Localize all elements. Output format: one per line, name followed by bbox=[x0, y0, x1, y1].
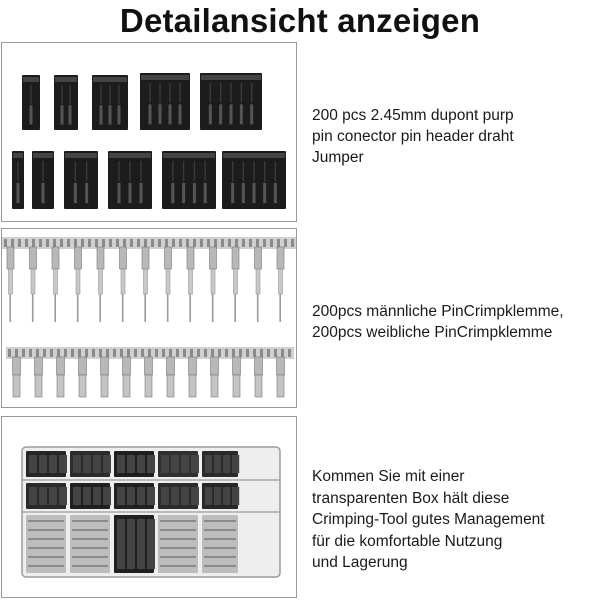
strip-link bbox=[71, 349, 74, 357]
housing-slot bbox=[274, 183, 277, 203]
strip-link bbox=[253, 349, 256, 357]
pin-crimp-part bbox=[142, 247, 149, 269]
pin-body bbox=[279, 269, 283, 294]
socket-crimp-part bbox=[233, 357, 241, 375]
strip-link bbox=[221, 239, 224, 247]
socket-crimp-part bbox=[167, 357, 175, 375]
housing-ridge bbox=[118, 161, 119, 181]
housing-ridge bbox=[86, 161, 87, 181]
compartment-connectors bbox=[171, 487, 179, 505]
housing-slot bbox=[85, 183, 88, 203]
housing-slot bbox=[219, 104, 222, 124]
pin-crimp-part bbox=[52, 247, 59, 269]
strip-link bbox=[284, 239, 287, 247]
strip-link bbox=[116, 239, 119, 247]
socket-body bbox=[35, 375, 42, 397]
compartment-connectors bbox=[205, 455, 212, 473]
pin-body bbox=[31, 269, 35, 294]
compartment-connectors bbox=[117, 455, 125, 473]
pin-tip bbox=[257, 294, 259, 322]
pin-body bbox=[166, 269, 170, 294]
strip-link bbox=[123, 239, 126, 247]
strip-link bbox=[151, 239, 154, 247]
pin-crimp-part bbox=[232, 247, 239, 269]
housing-top-edge bbox=[65, 153, 97, 158]
strip-link bbox=[172, 239, 175, 247]
pin-tip bbox=[77, 294, 79, 322]
compartment-connectors bbox=[49, 487, 57, 505]
strip-link bbox=[155, 349, 158, 357]
pin-crimp-part bbox=[30, 247, 37, 269]
housing-slot bbox=[182, 183, 185, 203]
housing-ridge bbox=[140, 161, 141, 181]
compartment-connectors bbox=[39, 455, 47, 473]
strip-link bbox=[193, 239, 196, 247]
strip-link bbox=[18, 239, 21, 247]
strip-link bbox=[211, 349, 214, 357]
socket-body bbox=[79, 375, 86, 397]
strip-link bbox=[169, 349, 172, 357]
compartment-connectors bbox=[83, 487, 91, 505]
housing-ridge bbox=[129, 161, 130, 181]
compartment-connectors bbox=[59, 487, 67, 505]
compartment-connectors bbox=[137, 487, 145, 505]
socket-crimp-part bbox=[145, 357, 153, 375]
strip-link bbox=[267, 349, 270, 357]
strip-link bbox=[270, 239, 273, 247]
compartment-connectors bbox=[171, 455, 179, 473]
box-compartment bbox=[158, 515, 198, 573]
strip-link bbox=[102, 239, 105, 247]
compartment-connectors bbox=[73, 455, 81, 473]
compartment-connectors bbox=[127, 519, 135, 569]
housing-top-edge bbox=[13, 153, 23, 158]
strip-link bbox=[99, 349, 102, 357]
strip-link bbox=[46, 239, 49, 247]
strip-link bbox=[4, 239, 7, 247]
pin-tip bbox=[167, 294, 169, 322]
housing-slot bbox=[118, 183, 121, 203]
socket-crimp-part bbox=[255, 357, 263, 375]
socket-body bbox=[255, 375, 262, 397]
compartment-connectors bbox=[39, 487, 47, 505]
strip-link bbox=[67, 239, 70, 247]
housing-top-edge bbox=[109, 153, 151, 158]
socket-crimp-part bbox=[13, 357, 21, 375]
housing-slot bbox=[100, 105, 103, 124]
strip-link bbox=[109, 239, 112, 247]
socket-crimp-part bbox=[79, 357, 87, 375]
description-line: 200 pcs 2.45mm dupont purp bbox=[312, 107, 514, 124]
pin-body bbox=[99, 269, 103, 294]
housing-slot bbox=[242, 183, 245, 203]
compartment-connectors bbox=[232, 455, 239, 473]
compartment-connectors bbox=[103, 455, 111, 473]
strip-link bbox=[291, 239, 294, 247]
socket-body bbox=[211, 375, 218, 397]
strip-link bbox=[25, 239, 28, 247]
housing-slot bbox=[118, 105, 121, 124]
description-line: für die komfortable Nutzung bbox=[312, 532, 503, 550]
socket-body bbox=[57, 375, 64, 397]
compartment-connectors bbox=[83, 455, 91, 473]
compartment-connectors bbox=[117, 487, 125, 505]
compartment-connectors bbox=[181, 455, 189, 473]
strip-link bbox=[88, 239, 91, 247]
socket-crimp-part bbox=[101, 357, 109, 375]
pin-crimp-part bbox=[165, 247, 172, 269]
housing-ridge bbox=[30, 85, 31, 104]
pin-crimp-part bbox=[187, 247, 194, 269]
compartment-connectors bbox=[147, 487, 155, 505]
description-line: Crimping-Tool gutes Management bbox=[312, 511, 545, 528]
strip-link bbox=[235, 239, 238, 247]
socket-body bbox=[145, 375, 152, 397]
strip-link bbox=[43, 349, 46, 357]
strip-link bbox=[260, 349, 263, 357]
strip-link bbox=[274, 349, 277, 357]
socket-body bbox=[123, 375, 130, 397]
strip-link bbox=[158, 239, 161, 247]
crimp-pins-image bbox=[1, 228, 297, 408]
strip-link bbox=[200, 239, 203, 247]
housing-ridge bbox=[179, 83, 180, 103]
strip-link bbox=[190, 349, 193, 357]
housing-ridge bbox=[230, 83, 231, 103]
housing-slot bbox=[231, 183, 234, 203]
housing-slot bbox=[74, 183, 77, 203]
socket-body bbox=[189, 375, 196, 397]
strip-link bbox=[92, 349, 95, 357]
strip-link bbox=[39, 239, 42, 247]
housing-ridge bbox=[243, 161, 244, 181]
housing-ridge bbox=[220, 83, 221, 103]
housing-ridge bbox=[210, 83, 211, 103]
strip-link bbox=[141, 349, 144, 357]
pin-body bbox=[189, 269, 193, 294]
pin-tip bbox=[32, 294, 34, 322]
description-line: Jumper bbox=[312, 149, 364, 166]
pin-tip bbox=[122, 294, 124, 322]
compartment-connectors bbox=[127, 455, 135, 473]
housing-ridge bbox=[118, 85, 119, 104]
housing-ridge bbox=[42, 161, 43, 181]
pin-tip bbox=[279, 294, 281, 322]
housing-slot bbox=[69, 105, 72, 124]
description-line: transparenten Box hält diese bbox=[312, 489, 510, 507]
housing-ridge bbox=[241, 83, 242, 103]
crimp-pins-description bbox=[312, 301, 597, 343]
strip-link bbox=[239, 349, 242, 357]
housing-slot bbox=[129, 183, 132, 203]
compartment-connectors bbox=[103, 487, 111, 505]
housing-ridge bbox=[109, 85, 110, 104]
housing-top-edge bbox=[223, 153, 285, 158]
pin-tip bbox=[54, 294, 56, 322]
box-description bbox=[312, 466, 597, 574]
strip-link bbox=[162, 349, 165, 357]
compartment-connectors bbox=[214, 455, 221, 473]
housing-ridge bbox=[264, 161, 265, 181]
socket-crimp-part bbox=[277, 357, 285, 375]
housing-slot bbox=[240, 104, 243, 124]
description-line: Kommen Sie mit einer bbox=[312, 468, 465, 485]
housing-ridge bbox=[253, 161, 254, 181]
strip-link bbox=[32, 239, 35, 247]
strip-link bbox=[36, 349, 39, 357]
connector-kit-box-illustration bbox=[2, 417, 297, 598]
housing-ridge bbox=[251, 83, 252, 103]
pin-tip bbox=[144, 294, 146, 322]
pin-crimp-part bbox=[277, 247, 284, 269]
strip-link bbox=[8, 349, 11, 357]
strip-link bbox=[74, 239, 77, 247]
dupont-housings-image bbox=[1, 42, 297, 222]
dupont-description bbox=[312, 105, 597, 168]
pin-body bbox=[9, 269, 13, 294]
description-line: 200pcs männliche PinCrimpklemme, bbox=[312, 303, 564, 320]
compartment-connectors bbox=[93, 487, 101, 505]
housing-ridge bbox=[183, 161, 184, 181]
compartment-connectors bbox=[73, 487, 81, 505]
pin-tip bbox=[99, 294, 101, 322]
compartment-connectors bbox=[127, 487, 135, 505]
housing-slot bbox=[193, 183, 196, 203]
pin-crimp-part bbox=[120, 247, 127, 269]
strip-link bbox=[148, 349, 151, 357]
strip-link bbox=[64, 349, 67, 357]
housing-top-edge bbox=[33, 153, 53, 158]
strip-link bbox=[183, 349, 186, 357]
strip-link bbox=[11, 239, 14, 247]
housing-slot bbox=[250, 104, 253, 124]
strip-link bbox=[249, 239, 252, 247]
compartment-connectors bbox=[117, 519, 125, 569]
strip-link bbox=[277, 239, 280, 247]
housing-ridge bbox=[17, 161, 18, 181]
compartment-connectors bbox=[49, 455, 57, 473]
compartment-connectors bbox=[29, 487, 37, 505]
socket-body bbox=[277, 375, 284, 397]
strip-link bbox=[218, 349, 221, 357]
housing-slot bbox=[230, 104, 233, 124]
pin-tip bbox=[234, 294, 236, 322]
strip-link bbox=[263, 239, 266, 247]
socket-body bbox=[167, 375, 174, 397]
compartment-connectors bbox=[161, 487, 169, 505]
housing-slot bbox=[204, 183, 207, 203]
strip-link bbox=[214, 239, 217, 247]
strip-link bbox=[15, 349, 18, 357]
housing-ridge bbox=[69, 85, 70, 104]
housing-block bbox=[54, 75, 78, 130]
housing-ridge bbox=[172, 161, 173, 181]
strip-link bbox=[176, 349, 179, 357]
strip-link bbox=[288, 349, 291, 357]
strip-link bbox=[113, 349, 116, 357]
connector-kit-box-image bbox=[1, 416, 297, 598]
socket-body bbox=[101, 375, 108, 397]
pin-body bbox=[256, 269, 260, 294]
box-compartment bbox=[26, 515, 66, 573]
strip-link bbox=[53, 239, 56, 247]
compartment-connectors bbox=[223, 487, 230, 505]
box-compartment bbox=[202, 515, 238, 573]
pin-crimp-part bbox=[97, 247, 104, 269]
strip-link bbox=[232, 349, 235, 357]
housing-ridge bbox=[100, 85, 101, 104]
pin-body bbox=[54, 269, 58, 294]
strip-link bbox=[179, 239, 182, 247]
strip-link bbox=[204, 349, 207, 357]
strip-link bbox=[186, 239, 189, 247]
pin-tip bbox=[189, 294, 191, 322]
compartment-connectors bbox=[147, 519, 155, 569]
housing-top-edge bbox=[201, 75, 261, 80]
compartment-connectors bbox=[137, 519, 145, 569]
strip-link bbox=[29, 349, 32, 357]
strip-link bbox=[85, 349, 88, 357]
socket-body bbox=[233, 375, 240, 397]
compartment-connectors bbox=[137, 455, 145, 473]
housing-slot bbox=[42, 183, 45, 203]
page-title: Detailansicht anzeigen bbox=[119, 2, 481, 39]
pin-crimp-part bbox=[210, 247, 217, 269]
housing-slot bbox=[140, 183, 143, 203]
housing-ridge bbox=[75, 161, 76, 181]
strip-link bbox=[81, 239, 84, 247]
crimp-pins-illustration bbox=[2, 229, 297, 408]
pin-body bbox=[234, 269, 238, 294]
socket-crimp-part bbox=[57, 357, 65, 375]
strip-link bbox=[130, 239, 133, 247]
compartment-connectors bbox=[223, 455, 230, 473]
description-line: und Lagerung bbox=[312, 554, 408, 571]
strip-link bbox=[95, 239, 98, 247]
pin-body bbox=[121, 269, 125, 294]
strip-link bbox=[134, 349, 137, 357]
pin-body bbox=[76, 269, 80, 294]
housing-top-edge bbox=[55, 77, 77, 82]
compartment-connectors bbox=[161, 455, 169, 473]
housing-top-edge bbox=[23, 77, 39, 82]
pin-body bbox=[211, 269, 215, 294]
housing-slot bbox=[61, 105, 64, 124]
housing-ridge bbox=[194, 161, 195, 181]
strip-link bbox=[165, 239, 168, 247]
housing-ridge bbox=[232, 161, 233, 181]
dupont-housings-illustration bbox=[2, 43, 297, 222]
pin-crimp-part bbox=[75, 247, 82, 269]
strip-link bbox=[246, 349, 249, 357]
strip-link bbox=[57, 349, 60, 357]
compartment-connectors bbox=[214, 487, 221, 505]
housing-top-edge bbox=[141, 75, 189, 80]
compartment-connectors bbox=[191, 455, 199, 473]
socket-crimp-part bbox=[123, 357, 131, 375]
pin-tip bbox=[212, 294, 214, 322]
strip-link bbox=[50, 349, 53, 357]
strip-link bbox=[127, 349, 130, 357]
box-compartment bbox=[70, 515, 110, 573]
housing-slot bbox=[171, 183, 174, 203]
strip-link bbox=[197, 349, 200, 357]
strip-link bbox=[144, 239, 147, 247]
strip-link bbox=[256, 239, 259, 247]
housing-slot bbox=[17, 183, 20, 203]
strip-link bbox=[22, 349, 25, 357]
socket-crimp-part bbox=[35, 357, 43, 375]
description-line: pin conector pin header draht bbox=[312, 128, 514, 145]
housing-ridge bbox=[205, 161, 206, 181]
pin-tip bbox=[9, 294, 11, 322]
compartment-connectors bbox=[59, 455, 67, 473]
strip-link bbox=[207, 239, 210, 247]
strip-link bbox=[60, 239, 63, 247]
housing-ridge bbox=[149, 83, 150, 103]
housing-block bbox=[162, 151, 216, 209]
housing-top-edge bbox=[93, 77, 127, 82]
compartment-connectors bbox=[181, 487, 189, 505]
housing-ridge bbox=[275, 161, 276, 181]
description-line: 200pcs weibliche PinCrimpklemme bbox=[312, 324, 553, 341]
socket-body bbox=[13, 375, 20, 397]
strip-link bbox=[120, 349, 123, 357]
housing-block bbox=[140, 73, 190, 130]
strip-link bbox=[228, 239, 231, 247]
compartment-connectors bbox=[191, 487, 199, 505]
strip-link bbox=[225, 349, 228, 357]
socket-crimp-part bbox=[189, 357, 197, 375]
pin-crimp-part bbox=[255, 247, 262, 269]
strip-link bbox=[106, 349, 109, 357]
compartment-connectors bbox=[147, 455, 155, 473]
housing-slot bbox=[253, 183, 256, 203]
housing-slot bbox=[109, 105, 112, 124]
socket-crimp-part bbox=[211, 357, 219, 375]
housing-slot bbox=[169, 104, 172, 124]
compartment-connectors bbox=[205, 487, 212, 505]
strip-link bbox=[281, 349, 284, 357]
housing-block bbox=[64, 151, 98, 209]
housing-slot bbox=[149, 104, 152, 124]
housing-slot bbox=[179, 104, 182, 124]
strip-link bbox=[78, 349, 81, 357]
compartment-connectors bbox=[93, 455, 101, 473]
strip-link bbox=[137, 239, 140, 247]
housing-slot bbox=[30, 105, 33, 124]
housing-ridge bbox=[61, 85, 62, 104]
housing-ridge bbox=[169, 83, 170, 103]
housing-ridge bbox=[159, 83, 160, 103]
housing-slot bbox=[263, 183, 266, 203]
housing-slot bbox=[209, 104, 212, 124]
housing-top-edge bbox=[163, 153, 215, 158]
housing-slot bbox=[159, 104, 162, 124]
pin-crimp-part bbox=[7, 247, 14, 269]
strip-link bbox=[242, 239, 245, 247]
pin-body bbox=[144, 269, 148, 294]
compartment-connectors bbox=[29, 455, 37, 473]
compartment-connectors bbox=[232, 487, 239, 505]
